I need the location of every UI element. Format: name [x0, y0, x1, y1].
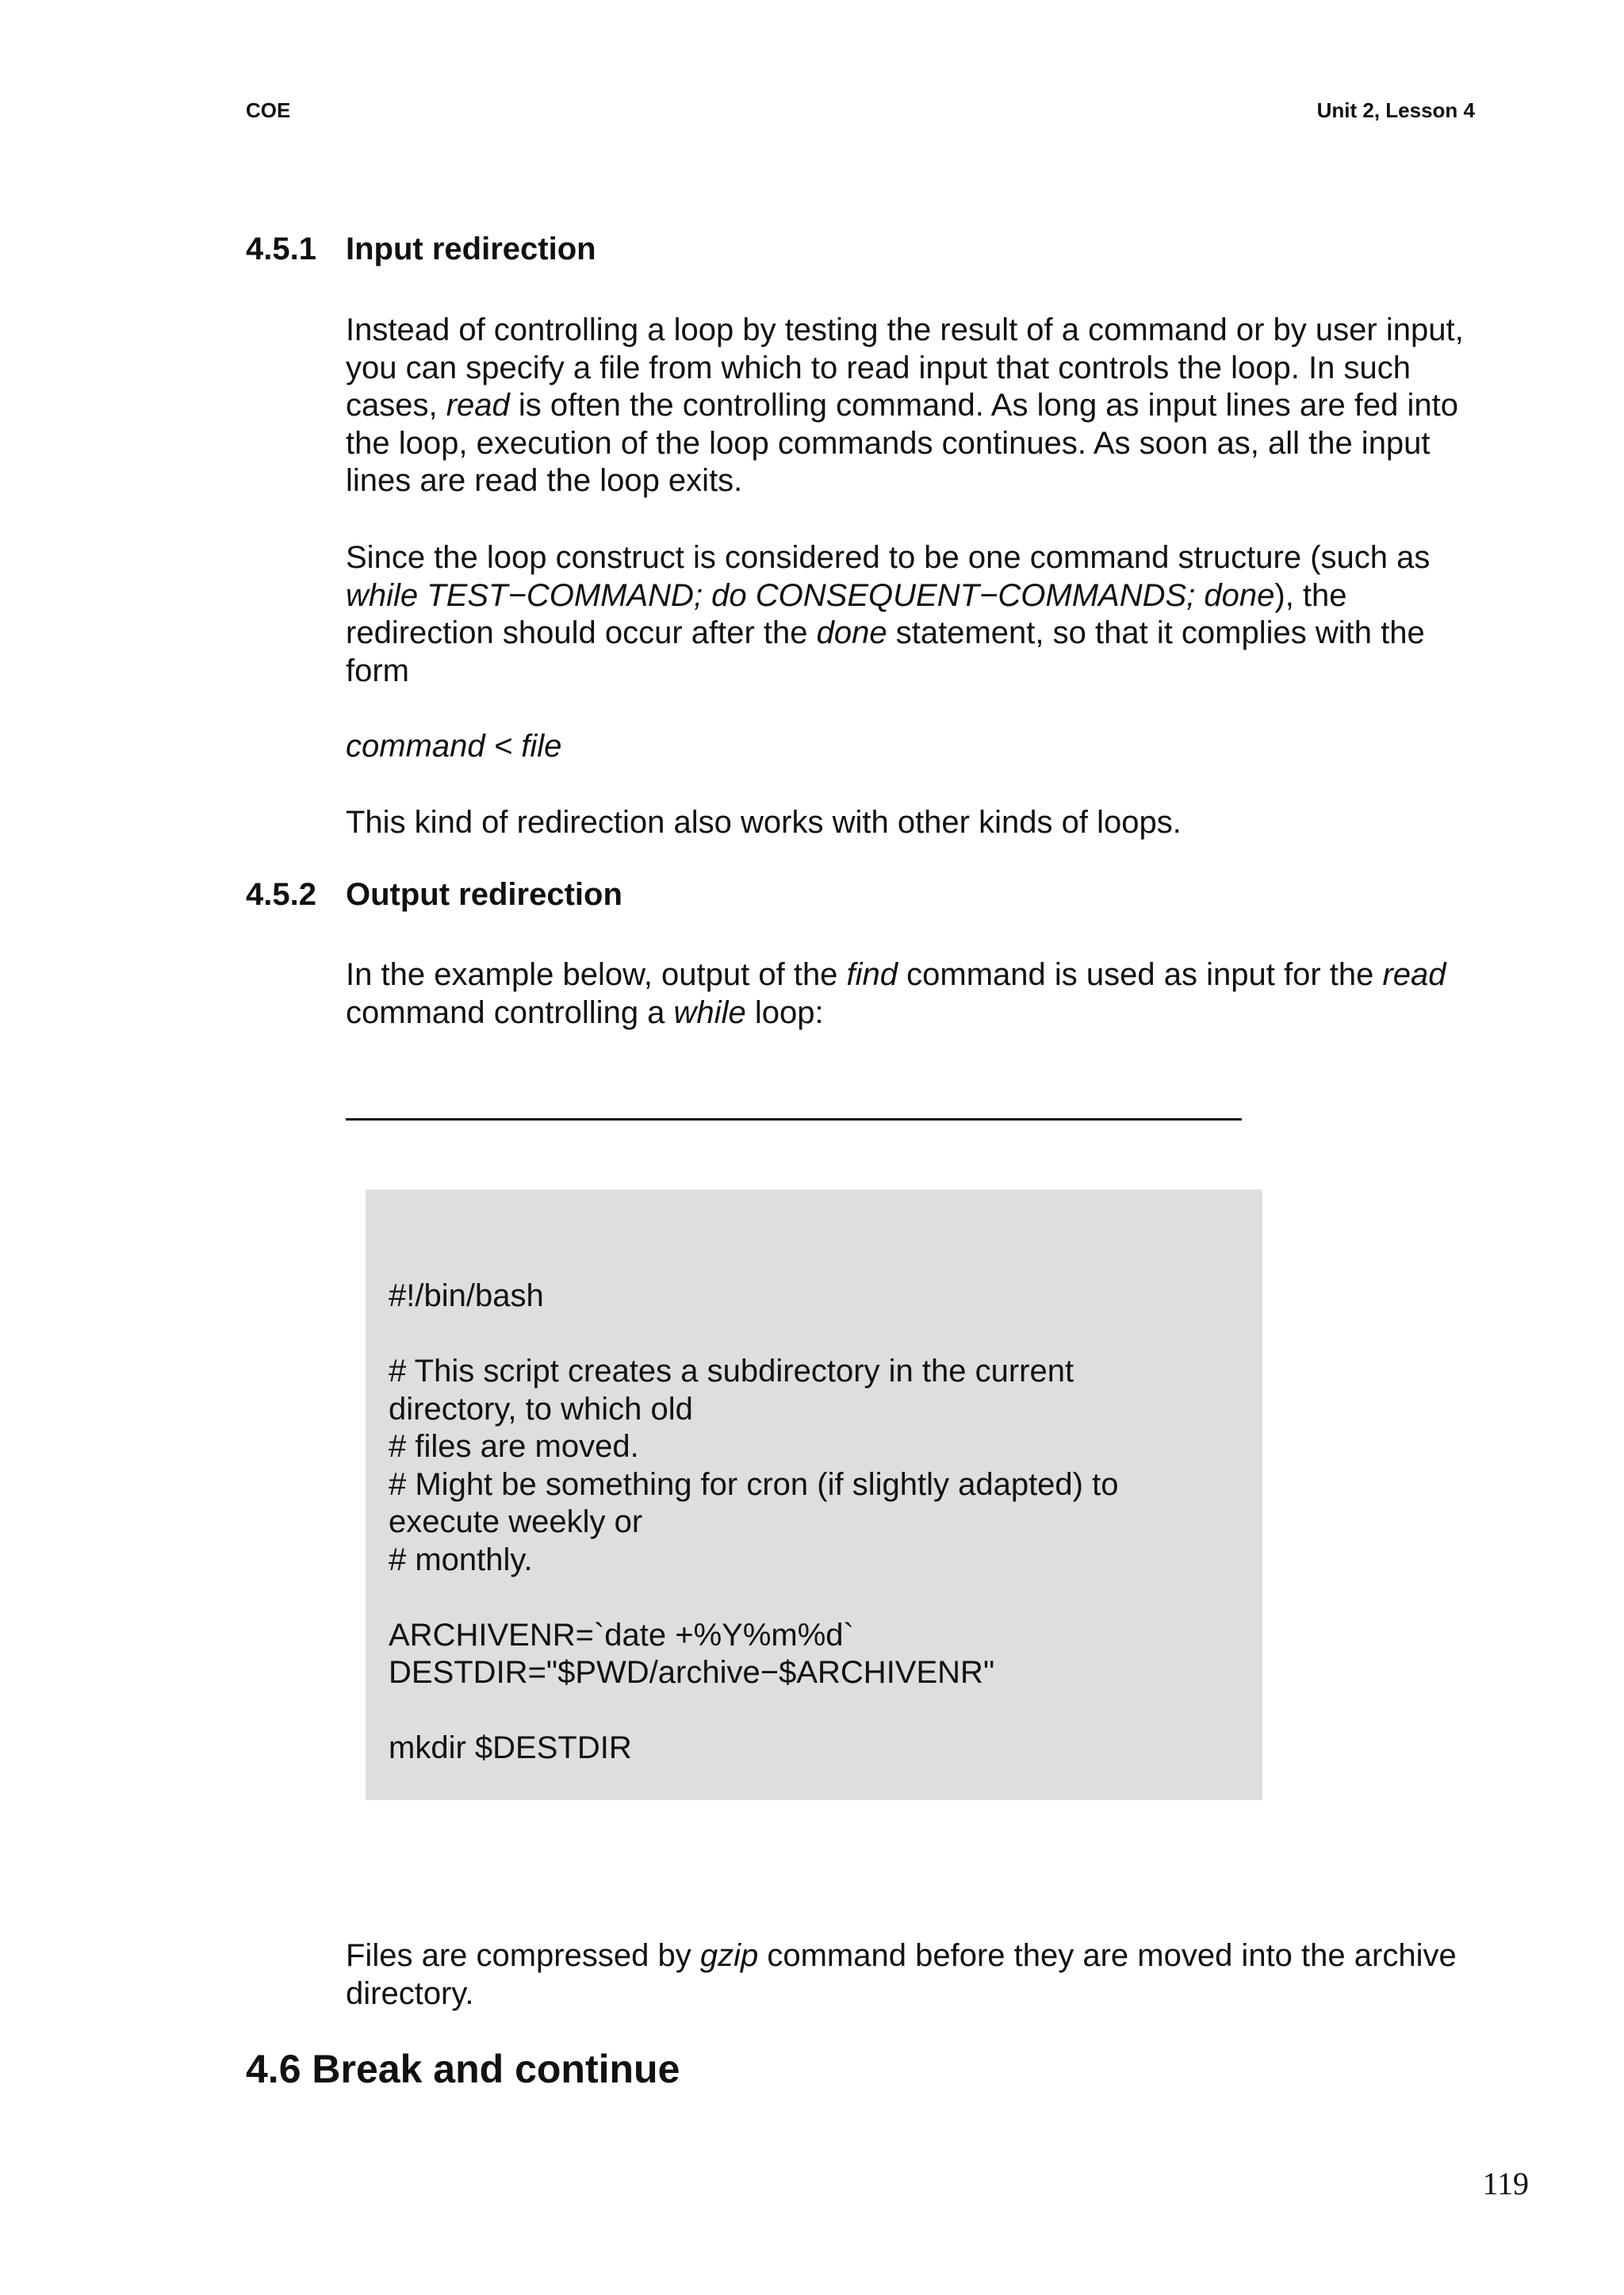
italic-run: while [673, 994, 746, 1030]
section-heading-4-5-1 [246, 232, 596, 267]
paragraph-loop-construct [346, 539, 1480, 690]
section-title: Input redirection [346, 232, 596, 266]
italic-run: find [846, 957, 898, 992]
section-title: Output redirection [346, 877, 622, 912]
text-run: is often the controlling command. As long as input lines are fed into the loop, execution of the loop commands continues. As soon as, all the input lines are read the loop exits. [346, 388, 1459, 498]
page-number: 119 [1482, 2166, 1529, 2201]
text-run: command before they are moved into the archive directory. [346, 1938, 1457, 2011]
paragraph-output-redirection-intro [346, 956, 1480, 1032]
code-line: ARCHIVENR=`date +%Y%m%d` [389, 1617, 854, 1653]
text-run: Instead of controlling a loop by testing the result of a command or by user input, you can specify a file from which to read input that controls the loop. In such cases, [346, 312, 1464, 423]
code-listing [389, 1278, 1245, 1768]
italic-run: while TEST−COMMAND; do CONSEQUENT−COMMANDS; done [346, 577, 1275, 613]
text-run: Since the loop construct is considered to be one command structure (such as [346, 540, 1431, 575]
text-run: ), the redirection should occur after the [346, 577, 1347, 650]
paragraph-input-redirection-intro [346, 312, 1480, 500]
text-run: command controlling a [346, 994, 674, 1030]
text-run: In the example below, output of the [346, 957, 847, 992]
text-run: Files are compressed by [346, 1938, 700, 1973]
code-line: # monthly. [389, 1542, 533, 1577]
code-line: # files are moved. [389, 1429, 639, 1464]
code-line: mkdir $DESTDIR [389, 1730, 632, 1765]
section-number: 4.5.1 [246, 232, 316, 266]
code-line: execute weekly or [389, 1504, 643, 1539]
horizontal-rule [346, 1118, 1242, 1121]
text-run: loop: [745, 994, 824, 1030]
text-run: statement, so that it complies with the form [346, 615, 1425, 688]
section-heading-4-5-2 [246, 877, 622, 913]
italic-run: read [446, 388, 510, 423]
italic-run: done [816, 615, 887, 650]
code-line [389, 1692, 1245, 1730]
paragraph-other-loops [346, 804, 1480, 842]
paragraph-gzip-note [346, 1937, 1480, 2013]
code-line: # Might be something for cron (if slightly adapted) to [389, 1466, 1119, 1502]
header-left: COE [246, 98, 291, 122]
section-heading-4-6: 4.6 Break and continue [246, 2047, 680, 2091]
code-line [389, 1316, 1245, 1354]
paragraph-command-form [346, 728, 1480, 766]
italic-run: read [1382, 957, 1446, 992]
header-right: Unit 2, Lesson 4 [1316, 98, 1475, 122]
italic-run: command < file [346, 729, 562, 764]
code-line: # This script creates a subdirectory in the current [389, 1354, 1074, 1389]
code-line: directory, to which old [389, 1391, 693, 1427]
code-line [389, 1579, 1245, 1617]
code-line: DESTDIR="$PWD/archive−$ARCHIVENR" [389, 1655, 995, 1690]
text-run: command is used as input for the [898, 957, 1383, 992]
text-run: This kind of redirection also works with other kinds of loops. [346, 805, 1182, 840]
italic-run: gzip [699, 1938, 759, 1973]
section-number: 4.5.2 [246, 877, 316, 912]
code-line: #!/bin/bash [389, 1278, 544, 1313]
